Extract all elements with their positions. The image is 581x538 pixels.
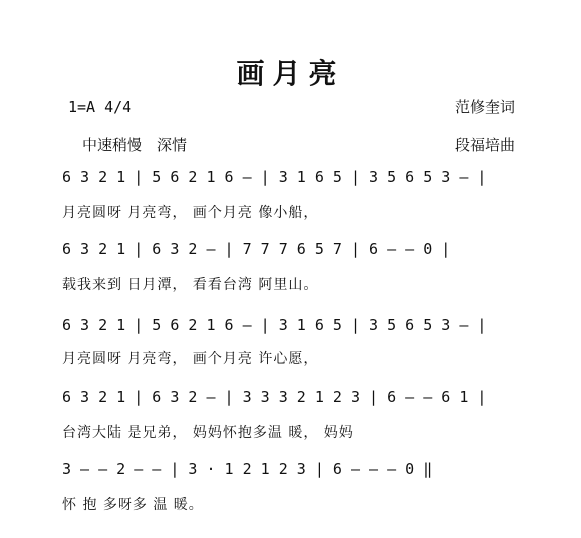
notation-line-4: 6 3 2 1 | 6 3 2 — | 3 3 3 2 1 2 3 | 6 — — 6 1 | — [62, 388, 487, 406]
tempo-marking: 中速稍慢 深情 — [82, 136, 188, 154]
composer-credit: 段福培曲 — [455, 136, 516, 154]
notation-line-5: 3 — — 2 — — | 3 · 1 2 1 2 3 | 6 — — — 0 ‖ — [62, 460, 433, 478]
song-title: 画月亮 — [236, 57, 345, 90]
lyric-line-5: 怀 抱 多呀多 温 暖。 — [62, 497, 204, 513]
lyric-line-1: 月亮圆呀 月亮弯， 画个月亮 像小船， — [62, 205, 319, 221]
notation-line-3: 6 3 2 1 | 5 6 2 1 6 — | 3 1 6 5 | 3 5 6 5 3 — | — [62, 316, 487, 334]
notation-line-1: 6 3 2 1 | 5 6 2 1 6 — | 3 1 6 5 | 3 5 6 5 3 — | — [62, 168, 487, 186]
lyric-line-2: 载我来到 日月潭， 看看台湾 阿里山。 — [62, 277, 319, 293]
lyric-line-4: 台湾大陆 是兄弟， 妈妈怀抱多温 暖， 妈妈 — [62, 425, 354, 441]
lyric-line-3: 月亮圆呀 月亮弯， 画个月亮 许心愿， — [62, 351, 319, 367]
notation-line-2: 6 3 2 1 | 6 3 2 — | 7 7 7 6 5 7 | 6 — — 0 | — [62, 240, 451, 258]
lyricist-credit: 范修奎词 — [455, 98, 516, 116]
key-signature: 1=A 4/4 — [68, 98, 132, 116]
